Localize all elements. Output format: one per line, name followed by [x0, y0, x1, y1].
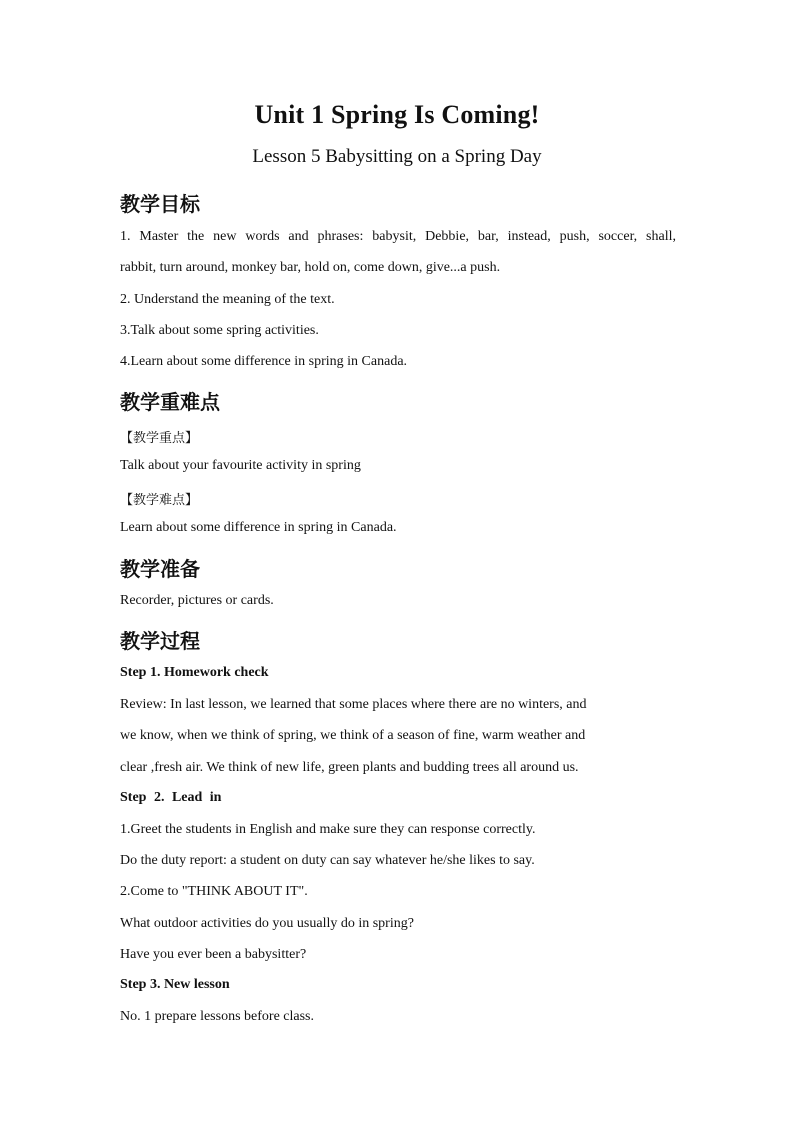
key-point-text: Talk about your favourite activity in spring [120, 458, 361, 473]
objective-line: 3.Talk about some spring activities. [120, 323, 319, 338]
objective-line: 1. Master the new words and phrases: babysit, Debbie, bar, instead, push, soccer, shall, [120, 229, 676, 244]
step1-line: we know, when we think of spring, we think of a season of fine, warm weather and [120, 728, 586, 743]
objective-line: 2. Understand the meaning of the text. [120, 292, 335, 307]
step2-line: 1.Greet the students in English and make sure they can response correctly. [120, 822, 536, 837]
step2-line: 2.Come to "THINK ABOUT IT". [120, 884, 308, 899]
step1-title: Step 1. Homework check [120, 665, 269, 680]
process-heading: 教学过程 [120, 629, 200, 653]
step1-line: clear ,fresh air. We think of new life, green plants and budding trees all around us. [120, 760, 579, 775]
page-title: Unit 1 Spring Is Coming! [254, 100, 540, 129]
key-points-heading: 教学重难点 [120, 390, 220, 414]
lesson-subtitle: Lesson 5 Babysitting on a Spring Day [252, 146, 542, 167]
preparation-text: Recorder, pictures or cards. [120, 593, 274, 608]
step1-line: Review: In last lesson, we learned that some places where there are no winters, and [120, 697, 587, 712]
step3-title: Step 3. New lesson [120, 977, 230, 992]
key-point-tag: 【教学重点】 [120, 431, 199, 446]
difficult-point-text: Learn about some difference in spring in Canada. [120, 520, 397, 535]
preparation-heading: 教学准备 [120, 557, 200, 581]
step2-title: Step 2. Lead in [120, 790, 222, 805]
difficult-point-tag: 【教学难点】 [120, 493, 199, 508]
objective-line: rabbit, turn around, monkey bar, hold on, come down, give...a push. [120, 260, 501, 275]
step3-line: No. 1 prepare lessons before class. [120, 1009, 314, 1024]
objective-line: 4.Learn about some difference in spring in Canada. [120, 354, 408, 369]
step2-line: Have you ever been a babysitter? [120, 947, 307, 962]
step2-line: What outdoor activities do you usually do in spring? [120, 916, 414, 931]
objectives-heading: 教学目标 [120, 192, 200, 216]
step2-line: Do the duty report: a student on duty can say whatever he/she likes to say. [120, 853, 535, 868]
